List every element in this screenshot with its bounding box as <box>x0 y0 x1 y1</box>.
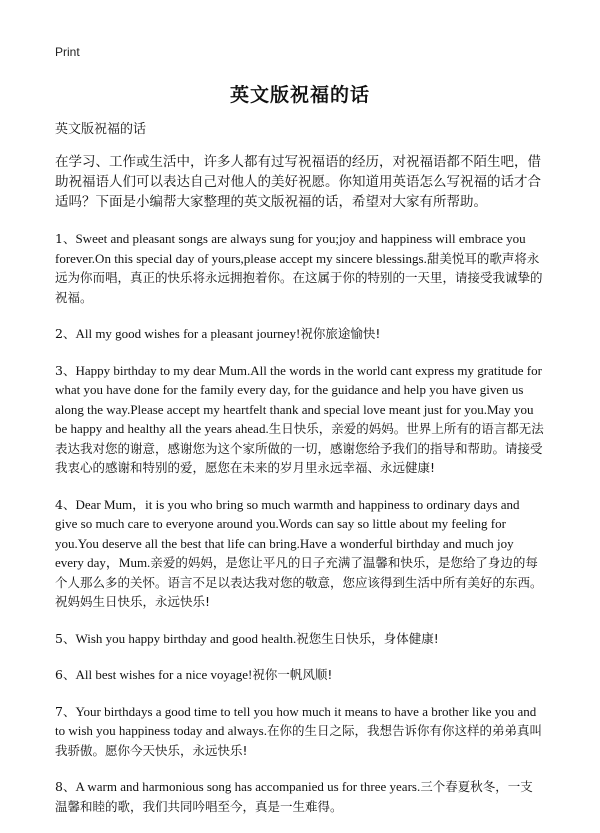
blessing-item-1 <box>55 229 545 307</box>
chinese-text: 在你的生日之际，我想告诉你有你这样的弟弟真叫我骄傲。愿你今天快乐，永远快乐! <box>55 723 542 758</box>
blessing-item-3 <box>55 361 545 478</box>
item-number: 7、 <box>55 703 76 719</box>
article-subtitle: 英文版祝福的话 <box>55 122 147 137</box>
chinese-text: 祝你一帆风顺! <box>252 667 333 682</box>
chinese-text: 生日快乐，亲爱的妈妈。世界上所有的语言都无法表达我对您的谢意，感谢您为这个家所做的一切，感谢您给予我们的指导和帮助。请接受我衷心的感谢和特别的爱，愿您在未来的岁月里永远幸福、永远健康! <box>55 421 544 475</box>
blessing-item-5 <box>55 629 545 649</box>
blessing-item-4 <box>55 495 545 612</box>
english-text: A warm and harmonious song has accompanied us for three years. <box>75 779 421 794</box>
item-number: 3、 <box>55 362 76 378</box>
blessing-item-7 <box>55 702 545 761</box>
english-text: Happy birthday to my dear Mum.All the words in the world cant express my gratitude for what you have done for the family every day, for the guidance and help you have given us along the way.Please accept my heartfelt thank and special love meant just for you.May you be happy and healthy all the years ahead. <box>55 362 542 436</box>
item-number: 5、 <box>55 630 76 646</box>
chinese-text: 祝您生日快乐，身体健康! <box>296 630 439 646</box>
english-text: Wish you happy birthday and good health. <box>75 630 297 646</box>
blessing-item-6 <box>55 665 545 685</box>
blessing-item-8 <box>55 777 545 816</box>
item-number: 2、 <box>55 326 76 341</box>
item-number: 6、 <box>55 667 76 682</box>
chinese-text: 亲爱的妈妈，是您让平凡的日子充满了温馨和快乐，是您给了身边的每个人那么多的关怀。语言不足以表达我对您的敬意，您应该得到生活中所有美好的东西。祝妈妈生日快乐，永远快乐! <box>55 555 543 609</box>
blessing-item-2 <box>55 324 545 344</box>
chinese-text: 甜美悦耳的歌声将永远为你而唱，真正的快乐将永远拥抱着你。在这属于你的特别的一天里，请接受我诚挚的祝福。 <box>55 250 543 305</box>
article-body <box>55 118 545 833</box>
intro-paragraph: 在学习、工作或生活中，许多人都有过写祝福语的经历，对祝福语都不陌生吧，借助祝福语人们可以表达自己对他人的美好祝愿。你知道用英语怎么写祝福的话才合适吗？下面是小编帮大家整理的英文版祝福的话，希望对大家有所帮助。 <box>55 154 541 210</box>
english-text: All my good wishes for a pleasant journey! <box>75 326 301 341</box>
page-title: 英文版祝福的话 <box>229 84 370 106</box>
english-text: Dear Mum，it is you who bring so much warmth and happiness to ordinary days and give so much care to everyone around you.Words can say so little about my feeling for you.You deserve all the best that life can bring.Have a wonderful birthday and much joy every day，Mum. <box>55 496 520 570</box>
chinese-text: 祝你旅途愉快! <box>300 326 381 341</box>
english-text: Your birthdays a good time to tell you how much it means to have a brother like you and to wish you happiness today and always. <box>55 703 537 738</box>
item-number: 1、 <box>55 231 76 246</box>
item-number: 8、 <box>55 779 76 794</box>
item-number: 4、 <box>55 496 76 512</box>
print-link[interactable]: Print <box>55 45 80 59</box>
english-text: All best wishes for a nice voyage! <box>75 667 253 682</box>
english-text: Sweet and pleasant songs are always sung for you;joy and happiness will embrace you forever.On this special day of yours,please accept my sincere blessings. <box>55 231 526 266</box>
chinese-text: 三个春夏秋冬，一支温馨和睦的歌，我们共同吟唱至今，真是一生难得。 <box>55 779 533 814</box>
